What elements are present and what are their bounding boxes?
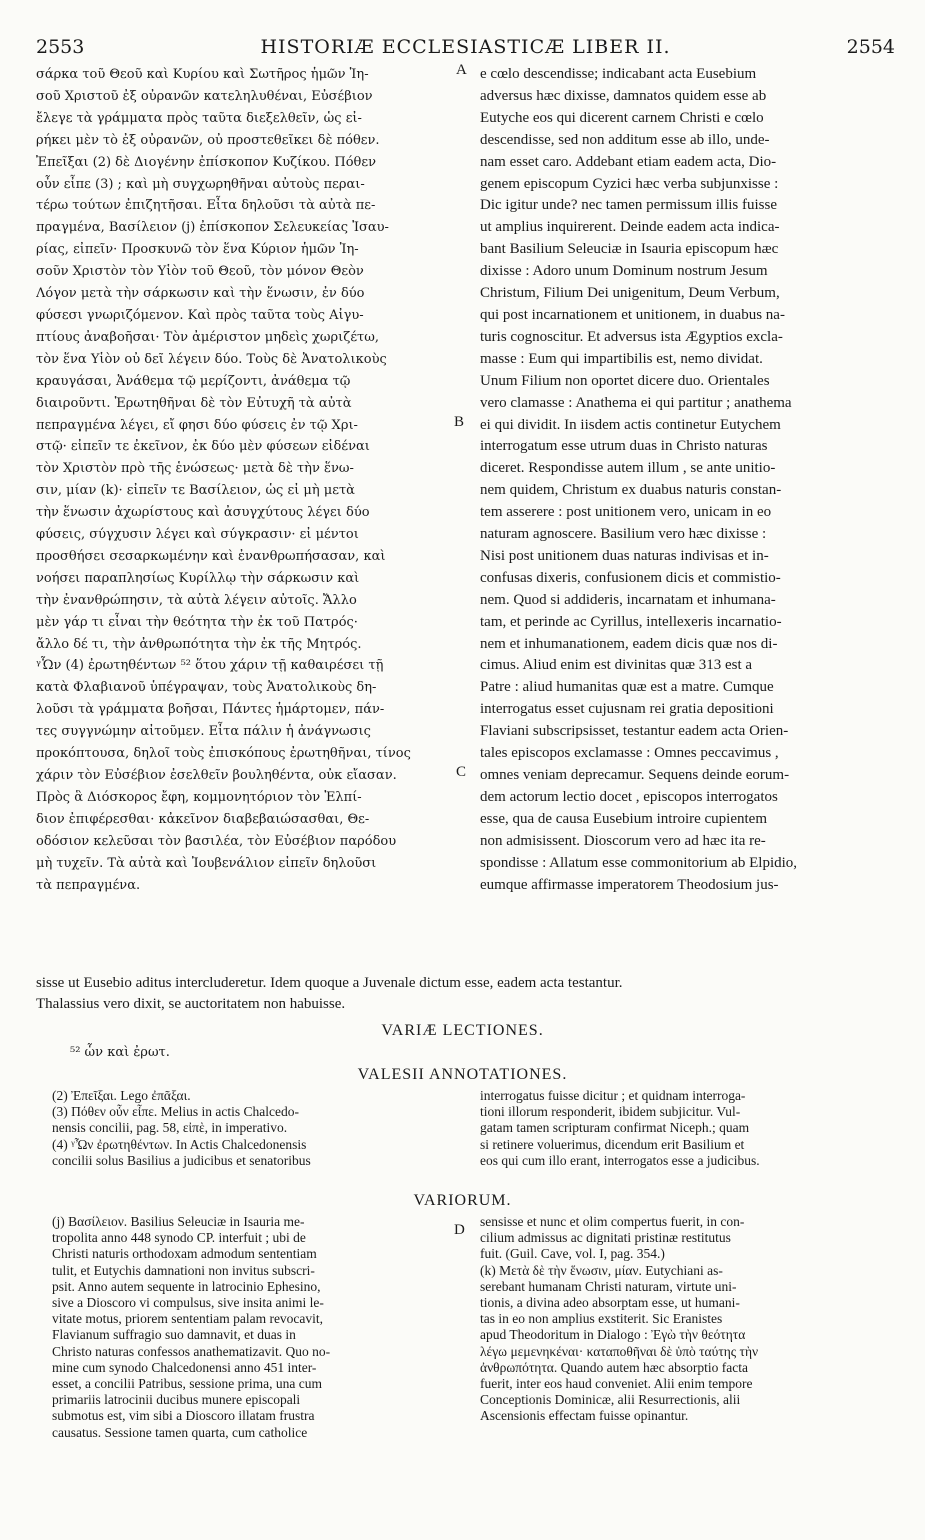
greek-text-line: τὰ πεπραγμένα. [36, 877, 141, 893]
greek-text-line: προκόπτουσα, δηλοῖ τοὺς ἐπισκόπους ἐρωτηθῆναι, τίνος [36, 746, 411, 762]
latin-text-line: interrogatum esse utrum duas in Christo naturas [480, 438, 768, 455]
latin-text-line: Dic igitur unde? nec tamen permissum illis fuisse [480, 197, 778, 214]
valesii-annotationes-heading: VALESII ANNOTATIONES. [357, 1066, 568, 1083]
latin-text-line: nem. Quod si addideris, incarnatam et inhumana- [480, 591, 776, 608]
latin-text-line: tem asserere : post unitionem vero, unicam in eo [480, 504, 772, 521]
valesii-notes-right [480, 1088, 892, 1169]
valesii-note-line: gatam tamen scripturam confirmat Niceph.; quam [480, 1120, 750, 1136]
variorum-note-line: sensisse et nunc et olim compertus fuerit, in con- [480, 1214, 745, 1229]
full-text-line: Thalassius vero dixit, se auctoritatem non habuisse. [36, 996, 346, 1012]
greek-text-line: διαιροῦντι. Ἐρωτηθῆναι δὲ τὸν Εὐτυχῆ τὰ αὐτὰ [36, 395, 352, 411]
valesii-notes-left [52, 1088, 464, 1169]
valesii-note-line: tioni illorum responderit, ibidem subjicitur. Vul- [480, 1104, 741, 1120]
greek-text-line: Λόγον μετὰ τὴν σάρκωσιν καὶ τὴν ἕνωσιν, ἐν δύο [36, 286, 365, 302]
greek-text-line: νοήσει παραπλησίως Κυρίλλῳ τὴν σάρκωσιν καὶ [36, 570, 360, 586]
variorum-note-line: Flavianum suffragio suo damnavit, et duas in [52, 1327, 296, 1343]
greek-text-line: Πρὸς ἃ Διόσκορος ἔφη, κομμονητόριον τὸν Ἐλπί- [36, 789, 362, 805]
latin-text-line: Nisi post unitionem duas naturas indivisas et in- [480, 547, 769, 564]
variorum-note-line: (j) Βασίλειον. Basilius Seleuciæ in Isauria me- [52, 1214, 305, 1229]
valesii-note-line: (3) Πόθεν οὖν εἶπε. Melius in actis Chalcedo- [52, 1104, 300, 1120]
valesii-note-line: concilii solus Basilius a judicibus et senatoribus [52, 1152, 311, 1168]
page-number-left: 2553 [36, 36, 85, 58]
valesii-note-line: nensis concilii, pag. 58, εἰπὲ, in imperativo. [52, 1120, 288, 1136]
valesii-note-line: eos qui cum illo erant, interrogatos esse a judicibus. [480, 1152, 760, 1168]
variant-note: ⁵² ὧν καὶ ἐρωτ. [70, 1045, 170, 1060]
latin-text-line: esse, qua de causa Eusebium introire cupientem [480, 810, 767, 827]
greek-text-line: τες συγγνώμην αἰτοῦμεν. Εἶτα πάλιν ἡ ἀνάγνωσις [36, 724, 371, 740]
running-title: HISTORIÆ ECCLESIASTICÆ LIBER II. [260, 36, 671, 58]
latin-text-line: genem episcopum Cyzici hæc verba subjunxisse : [480, 175, 779, 192]
latin-text-line: e cœlo descendisse; indicabant acta Eusebium [480, 66, 757, 82]
variorum-note-line: tas in eo non amplius exstiterit. Sic Eranistes [480, 1311, 723, 1327]
greek-text-line: μὲν γάρ τι εἶναι τὴν θεότητα τὴν ἐκ τοῦ Πατρός· [36, 614, 358, 630]
greek-text-line: ἄλλο δέ τι, τὴν ἀνθρωπότητα τὴν ἐκ τῆς Μητρός. [36, 636, 362, 652]
full-text-line: sisse ut Eusebio aditus intercluderetur. Idem quoque a Juvenale dictum esse, eadem acta testantur. [36, 975, 623, 991]
latin-text-line: cimus. Aliud enim est divinitas quæ 313 est a [480, 657, 753, 674]
variorum-heading: VARIORUM. [413, 1192, 512, 1209]
greek-text-line: χάριν τὸν Εὐσέβιον ἐσελθεῖν βουληθέντα, οὐκ εἴασαν. [36, 768, 397, 783]
latin-text-line: non admisissent. Dioscorum vero ad hæc ita re- [480, 832, 766, 849]
latin-text-line: vero clamasse : Anathema ei qui partitur ; anathema [480, 394, 792, 411]
greek-text-line: ᵞὯν (4) ἐρωτηθέντων ⁵² ὅτου χάριν τῇ καθαιρέσει τῇ [36, 658, 384, 674]
variorum-note-line: Christi naturis orthodoxam admodum sententiam [52, 1246, 317, 1262]
greek-text-line: ρίας, εἰπεῖν· Προσκυνῶ τὸν ἕνα Κύριον ἡμῶν Ἰη- [36, 242, 359, 258]
latin-text-line: omnes veniam deprecamur. Sequens deinde eorum- [480, 767, 790, 783]
latin-text-column [480, 64, 892, 896]
latin-text-line: Unum Filium non oportet dicere duo. Orientales [480, 372, 770, 389]
latin-text-line: masse : Eum qui impartibilis est, nemo dividat. [480, 350, 763, 367]
greek-text-line: οδόσιον κελεῦσαι τὸν βασιλέα, τὸν Εὐσέβιον παρόδου [36, 833, 397, 849]
latin-text-line: bant Basilium Seleuciæ in Isauria episcopum hæc [480, 241, 779, 258]
latin-text-line: dem actorum lectio docet , episcopos interrogatos [480, 788, 778, 805]
latin-text-line: spondisse : Allatum esse commonitorium ab Elpidio, [480, 854, 798, 871]
variorum-note-line: primariis latrocinii ducibus munere episcopali [52, 1392, 301, 1408]
latin-text-line: nam esset caro. Addebant etiam eadem acta, Dio- [480, 153, 777, 170]
greek-text-line: τὴν ἕνωσιν ἀχωρίστους καὶ ἀσυγχύτους λέγει δύο [36, 505, 370, 521]
margin-marker-a: A [456, 62, 467, 78]
greek-text-line: λοῦσι τὰ γράμματα βοῆσαι, Πάντες ἡμάρτομεν, πάν- [36, 702, 385, 718]
latin-text-line: dixisse : Adoro unum Dominum nostrum Jesum [480, 263, 768, 280]
greek-text-line: κατὰ Φλαβιανοῦ ὑπέγραψαν, τοὺς Ἀνατολικοὺς δη- [36, 680, 377, 696]
latin-text-line: nem et inhumanationem, eadem dicis quæ nos di- [480, 635, 778, 652]
latin-text-line: eumque affirmasse imperatorem Theodosium jus- [480, 876, 779, 893]
greek-text-line: σάρκα τοῦ Θεοῦ καὶ Κυρίου καὶ Σωτῆρος ἡμῶν Ἰη- [36, 67, 369, 82]
greek-text-line: πτίους ἀναβοῆσαι· Τὸν ἀμέριστον μηδεὶς χωριζέτω, [36, 329, 379, 345]
variae-lectiones-heading: VARIÆ LECTIONES. [381, 1022, 544, 1039]
latin-text-line: nem quidem, Christum ex duabus naturis constan- [480, 482, 782, 499]
variorum-note-line: tulit, et Eutychis damnationi non invitus subscri- [52, 1262, 315, 1278]
greek-text-line: φύσεσι γνωριζόμενον. Καὶ πρὸς ταῦτα τοὺς Αἰγυ- [36, 307, 364, 323]
variorum-note-line: Conceptionis Dominicæ, alii Resurrectionis, alii [480, 1392, 741, 1408]
greek-text-line: πεπραγμένα λέγει, εἴ φησι δύο φύσεις ἐν τῷ Χρι- [36, 417, 358, 433]
variorum-note-line: submotus est, vim sibi a Dioscoro illatam frustra [52, 1408, 315, 1424]
variorum-note-line: vitate motus, priorem sententiam palam revocavit, [52, 1311, 324, 1327]
variorum-note-line: apud Theodoritum in Dialogo : Ἐγὼ τὴν θεότητα [480, 1327, 746, 1343]
latin-text-line: qui post incarnationem et unitionem, in duabus na- [480, 306, 785, 323]
margin-marker-b: B [454, 414, 465, 430]
variorum-note-line: esset, a concilii Patribus, sessione prima, una cum [52, 1376, 322, 1392]
greek-text-line: σοῦ Χριστοῦ ἐξ οὐρανῶν κατεληλυθέναι, Εὐσέβιον [36, 88, 373, 104]
variorum-note-line: fuit. (Guil. Cave, vol. I, pag. 354.) [480, 1246, 665, 1262]
variorum-note-line: serebant humanam Christi naturam, virtute uni- [480, 1278, 737, 1294]
variorum-note-line: cilium admissus ac dignitati pristinæ restitutus [480, 1230, 731, 1246]
greek-text-line: τὸν ἕνα Υἱὸν οὐ δεῖ λέγειν δύο. Τοὺς δὲ Ἀνατολικοὺς [36, 351, 387, 367]
latin-text-line: Flaviani subscripsisset, testantur eadem acta Orien- [480, 723, 789, 740]
greek-text-line: σιν, μίαν (k)· εἰπεῖν τε Βασίλειον, ὡς εἰ μὴ μετὰ [36, 483, 355, 499]
variorum-note-line: causatus. Sessione tamen quarta, cum catholice [52, 1424, 308, 1440]
variorum-note-line: sive a Dioscoro vi compulsus, sive insita animi le- [52, 1295, 324, 1311]
variorum-notes-left [52, 1214, 464, 1441]
greek-text-line: προσθήσει σεσαρκωμένην καὶ ἐνανθρωπήσασαν, καὶ [36, 548, 386, 564]
latin-text-line: ut amplius inquirerent. Deinde eadem acta indica- [480, 219, 780, 236]
latin-text-line: interrogatus esset cujusnam rei gratia depositioni [480, 701, 774, 718]
latin-text-line: ei qui dividit. In iisdem actis continetur Eutychem [480, 416, 781, 433]
greek-text-line: διον ἐπιφέρεσθαι· κἀκεῖνον διαβεβαιώσασθαι, Θε- [36, 811, 370, 827]
valesii-note-line: si retinere voluerimus, dicendum erit Basilium et [480, 1136, 745, 1152]
latin-text-line: Patre : aliud humanitas quæ est a matre. Cumque [480, 679, 774, 696]
greek-text-column [36, 64, 467, 896]
valesii-note-line: (2) Ἐπεῖξαι. Lego ἐπᾶξαι. [52, 1088, 191, 1103]
greek-text-line: φύσεις, σύγχυσιν λέγει καὶ σύγκρασιν· εἰ μέντοι [36, 527, 359, 543]
greek-text-line: ρήκει μὲν τὸ ἐξ οὐρανῶν, οὐ προστεθεῖκει δὲ πόθεν. [36, 132, 380, 148]
variorum-note-line: Ascensionis effectam fuisse opinantur. [480, 1408, 689, 1424]
variorum-note-line: Christo naturas confessos anathematizavit. Quo no- [52, 1343, 331, 1359]
margin-marker-c: C [456, 764, 467, 780]
greek-text-line: Ἐπεῖξαι (2) δὲ Διογένην ἐπίσκοπον Κυζίκου. Πόθεν [36, 154, 377, 170]
latin-text-line: tam, et perinde ac Cyrillus, intellexeris incarnatio- [480, 613, 782, 630]
page-header [36, 36, 895, 60]
greek-text-line: οὖν εἶπε (3) ; καὶ μὴ συγχωρηθῆναι αὐτοὺς περαι- [36, 176, 365, 192]
greek-text-line: μὴ τυχεῖν. Τὰ αὐτὰ καὶ Ἰουβενάλιον εἰπεῖν δηλοῦσι [36, 855, 377, 871]
latin-text-line: Christum, Filium Dei unigenitum, Deum Verbum, [480, 285, 780, 302]
latin-text-line: adversus hæc dixisse, damnatos quidem esse ab [480, 87, 767, 104]
variorum-note-line: psit. Anno autem sequente in latrocinio Ephesino, [52, 1278, 321, 1294]
latin-text-line: confusas dixeris, confusionem dicis et commistio- [480, 569, 781, 586]
latin-text-line: descendisse, sed non additum esse ab illo, unde- [480, 131, 770, 148]
latin-text-line: tales episcopos exclamasse : Omnes peccavimus , [480, 745, 779, 762]
variorum-note-line: ἀνθρωπότητα. Quando autem hæc absorptio facta [480, 1359, 749, 1375]
variorum-note-line: mine cum synodo Chalcedonensi anno 451 inter- [52, 1359, 317, 1375]
full-width-text [36, 973, 892, 1015]
variorum-notes-right [480, 1214, 892, 1425]
greek-text-line: τὸν Χριστὸν πρὸ τῆς ἑνώσεως· μετὰ δὲ τὴν ἕνω- [36, 461, 354, 477]
latin-text-line: diceret. Respondisse autem illum , se ante unitio- [480, 460, 776, 477]
variorum-note-line: (k) Μετὰ δὲ τὴν ἕνωσιν, μίαν. Eutychiani as- [480, 1262, 723, 1278]
margin-marker-d: D [454, 1222, 465, 1238]
greek-text-line: τὴν ἐνανθρώπησιν, τὰ αὐτὰ λέγειν αὐτοῖς. Ἄλλο [36, 592, 357, 608]
variorum-note-line: tionis, a divina adeo absorptam esse, ut humani- [480, 1295, 740, 1311]
valesii-note-line: (4) ᵞὮν ἐρωτηθέντων. In Actis Chalcedonensis [52, 1136, 307, 1152]
greek-text-line: τέρω τούτων ἐπιζητῆσαι. Εἶτα δηλοῦσι τὰ αὐτὰ πε- [36, 198, 376, 214]
greek-text-line: σοῦν Χριστὸν τὸν Υἱὸν τοῦ Θεοῦ, τὸν μόνον Θεὸν [36, 264, 364, 280]
variorum-note-line: fuerit, inter eos haud conveniet. Alii enim tempore [480, 1376, 753, 1392]
latin-text-line: turis cognoscitur. Et adversus ista Ægyptios excla- [480, 328, 783, 345]
latin-text-line: Eutyche eos qui dicerent carnem Christi e cœlo [480, 109, 764, 126]
greek-text-line: ἔλεγε τὰ γράμματα πρὸς ταῦτα διεξελθεῖν, ὡς εἰ- [36, 110, 362, 126]
variorum-note-line: tropolita anno 448 synodo CP. interfuit ; ubi de [52, 1230, 306, 1246]
variorum-note-line: λέγω μεμενηκέναι· καταποθῆναι δὲ ὑπὸ ταύτης τὴν [480, 1343, 759, 1359]
page-number-right: 2554 [846, 36, 895, 58]
greek-text-line: στῷ· εἰπεῖν τε ἐκεῖνον, ἐκ δύο μὲν φύσεων εἰδέναι [36, 439, 370, 455]
latin-text-line: naturam agnoscere. Basilium vero hæc dixisse : [480, 526, 767, 543]
valesii-note-line: interrogatus fuisse dicitur ; et quidnam interroga- [480, 1088, 746, 1103]
greek-text-line: πραγμένα, Βασίλειον (j) ἐπίσκοπον Σελευκείας Ἰσαυ- [36, 220, 389, 236]
greek-text-line: κραυγάσαι, Ἀνάθεμα τῷ μερίζοντι, ἀνάθεμα τῷ [36, 373, 351, 389]
